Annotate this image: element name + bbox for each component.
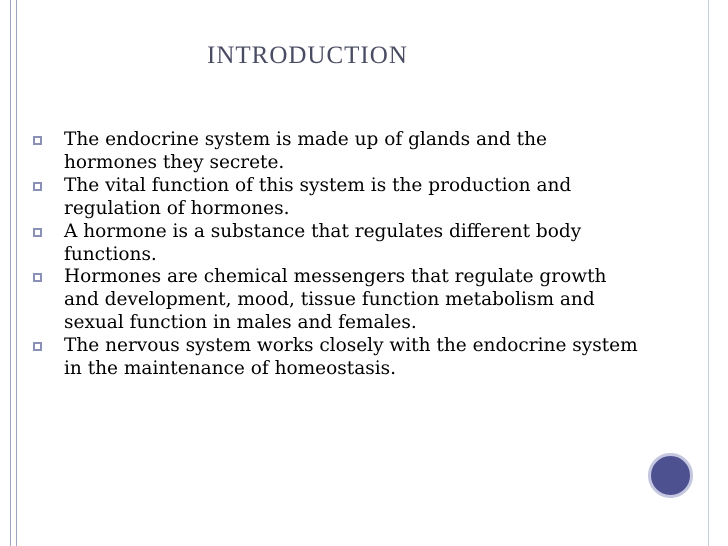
bullet-square-icon — [33, 182, 42, 191]
bullet-square-icon — [33, 342, 42, 351]
slide-title: INTRODUCTION — [207, 42, 408, 69]
bullet-text: A hormone is a substance that regulates different body functions. — [64, 220, 582, 265]
bullet-square-icon — [33, 273, 42, 282]
bullet-list — [30, 129, 640, 381]
corner-circle-icon — [648, 453, 693, 498]
bullet-item — [30, 221, 640, 267]
bullet-item — [30, 266, 640, 335]
right-border-rule — [708, 0, 709, 546]
bullet-item — [30, 335, 640, 381]
bullet-item — [30, 175, 640, 221]
bullet-square-icon — [33, 136, 42, 145]
left-border-rule-outer — [10, 0, 11, 546]
bullet-text: The endocrine system is made up of glands and the hormones they secrete. — [64, 129, 547, 173]
bullet-square-icon — [33, 228, 42, 237]
left-border-rule-inner — [16, 0, 17, 546]
bullet-text: The vital function of this system is the production and regulation of hormones. — [64, 174, 572, 219]
bullet-text: The nervous system works closely with the endocrine system in the maintenance of homeostasis. — [64, 335, 638, 380]
bullet-text: Hormones are chemical messengers that regulate growth and development, mood, tissue function metabolism and sexual function in males and females. — [64, 266, 607, 334]
bullet-item — [30, 129, 640, 175]
